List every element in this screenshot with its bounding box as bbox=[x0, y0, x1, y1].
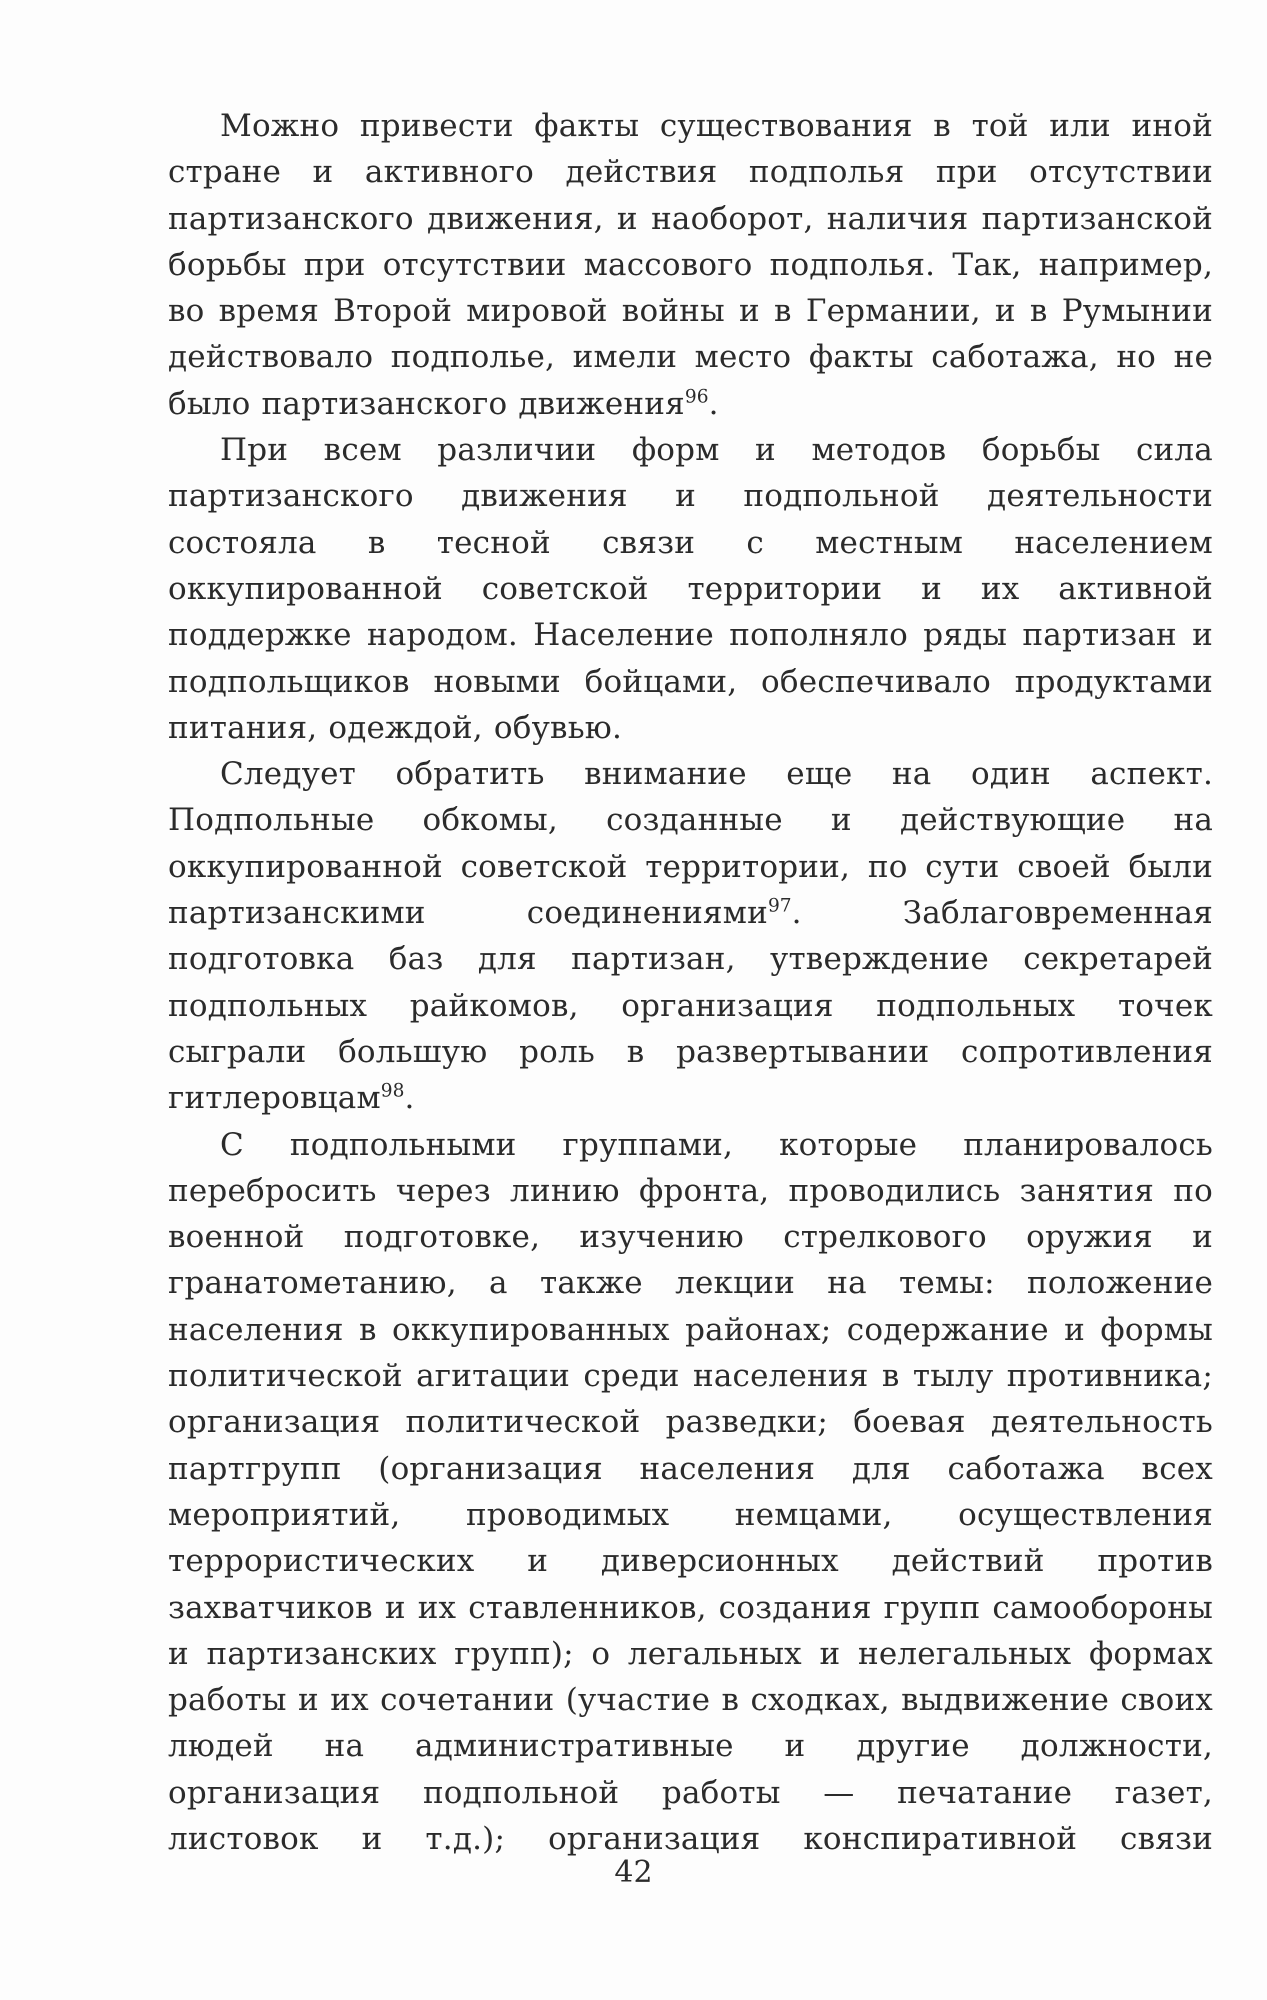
paragraph-1-text: Можно привести факты существования в той или иной стране и активного действия подполья при отсутствии партизанского движения, и наоборот, наличия партизанской борьбы при отсутствии массового подполья. Так, например, во время Второй мировой войны и в Германии, и в Румынии действовало подполье, имели место факты саботажа, но не было партизанского движения bbox=[168, 108, 1213, 422]
body-text bbox=[168, 103, 1213, 1862]
paragraph-1 bbox=[168, 103, 1213, 427]
paragraph-1-tail: . bbox=[708, 385, 719, 422]
paragraph-3 bbox=[168, 751, 1213, 1121]
paragraph-3-middle: . Заблаговременная подготовка баз для партизан, утверждение секретарей подпольных райкомов, организация подпольных точек сыграли большую роль в развертывании сопротивления гитлеровцам bbox=[168, 895, 1213, 1117]
footnote-ref-98: 98 bbox=[380, 1080, 405, 1102]
paragraph-2 bbox=[168, 427, 1213, 751]
paragraph-3-text: Следует обратить внимание еще на один аспект. Подпольные обкомы, созданные и действующие на оккупированной советской территории, по сути своей были партизанскими соединениями bbox=[168, 756, 1213, 932]
page-number: 42 bbox=[614, 1855, 653, 1890]
paragraph-3-tail: . bbox=[404, 1080, 415, 1117]
paragraph-4 bbox=[168, 1122, 1213, 1863]
paragraph-2-text: При всем различии форм и методов борьбы сила партизанского движения и подпольной деятельности состояла в тесной связи с местным населением оккупированной советской территории и их активной поддержке народом. Население пополняло ряды партизан и подпольщиков новыми бойцами, обеспечивало продуктами питания, одеждой, обувью. bbox=[168, 432, 1213, 746]
footnote-ref-96: 96 bbox=[684, 386, 709, 408]
paragraph-4-text: С подпольными группами, которые планировалось перебросить через линию фронта, проводились занятия по военной подготовке, изучению стрелкового оружия и гранатометанию, а также лекции на темы: положение населения в оккупированных районах; содержание и формы политической агитации среди населения в тылу противника; организация политической разведки; боевая деятельность партгрупп (организация населения для саботажа всех мероприятий, проводимых немцами, осуществления террористических и диверсионных действий против захватчиков и их ставленников, создания групп самообороны и партизанских групп); о легальных и нелегальных формах работы и их сочетании (участие в сходках, выдвижение своих людей на административные и другие должности, организация подпольной работы — печатание газет, листовок и т.д.); организация конспиративной связи bbox=[168, 1126, 1213, 1857]
footnote-ref-97: 97 bbox=[767, 895, 792, 917]
